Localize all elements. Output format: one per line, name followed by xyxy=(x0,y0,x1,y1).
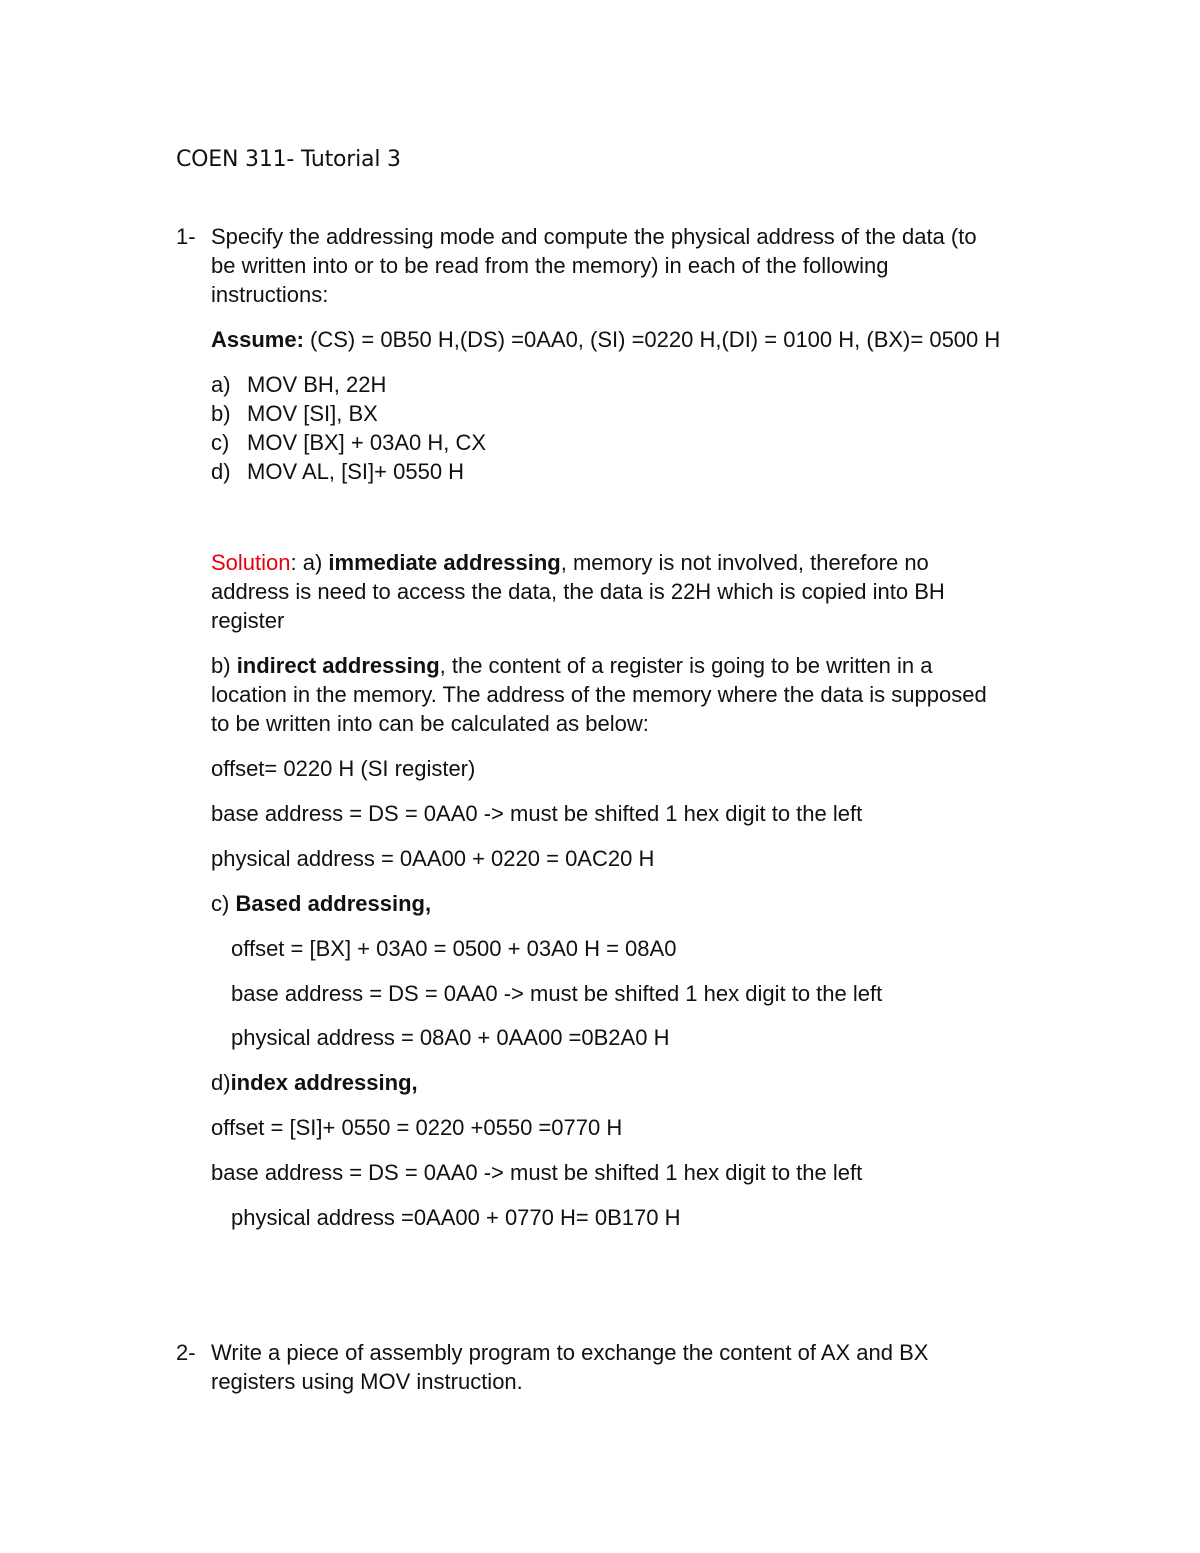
question-1-number: 1- xyxy=(176,224,196,249)
solution-b-offset: offset= 0220 H (SI register) xyxy=(211,756,476,781)
solution-a-line-3: register xyxy=(211,608,285,633)
item-d-text: MOV AL, [SI]+ 0550 H xyxy=(247,459,465,484)
question-1-line-2: be written into or to be read from the memory) in each of the following xyxy=(211,253,889,278)
solution-d-offset: offset = [SI]+ 0550 = 0220 +0550 =0770 H xyxy=(211,1115,623,1140)
solution-a-line-2: address is need to access the data, the data is 22H which is copied into BH xyxy=(211,579,945,604)
document-title: COEN 311- Tutorial 3 xyxy=(176,147,401,172)
solution-c-physical: physical address = 08A0 + 0AA00 =0B2A0 H xyxy=(231,1025,670,1050)
solution-c-heading: c) Based addressing, xyxy=(211,891,432,916)
question-2-line-2: registers using MOV instruction. xyxy=(211,1369,523,1394)
solution-b-base: base address = DS = 0AA0 -> must be shifted 1 hex digit to the left xyxy=(211,801,863,826)
question-2-number: 2- xyxy=(176,1340,196,1365)
question-2-line-1: Write a piece of assembly program to exchange the content of AX and BX xyxy=(211,1340,929,1365)
item-a-label: a) xyxy=(211,372,231,397)
item-b-text: MOV [SI], BX xyxy=(247,401,378,426)
solution-c-base: base address = DS = 0AA0 -> must be shifted 1 hex digit to the left xyxy=(231,981,883,1006)
solution-d-heading: d)index addressing, xyxy=(211,1070,418,1095)
solution-d-base: base address = DS = 0AA0 -> must be shifted 1 hex digit to the left xyxy=(211,1160,863,1185)
assume-line xyxy=(211,326,1000,354)
solution-d-physical: physical address =0AA00 + 0770 H= 0B170 H xyxy=(231,1205,681,1230)
solution-a-mode: immediate addressing xyxy=(328,550,561,575)
solution-b-line-3: to be written into can be calculated as below: xyxy=(211,711,649,736)
item-b-label: b) xyxy=(211,401,231,426)
item-d-label: d) xyxy=(211,459,231,484)
item-c-text: MOV [BX] + 03A0 H, CX xyxy=(247,430,487,455)
question-1-line-1: Specify the addressing mode and compute the physical address of the data (to xyxy=(211,224,977,249)
solution-label: Solution xyxy=(211,550,291,575)
solution-b-physical: physical address = 0AA00 + 0220 = 0AC20 H xyxy=(211,846,655,871)
item-a-text: MOV BH, 22H xyxy=(247,372,387,397)
solution-b-mode: indirect addressing xyxy=(236,653,440,678)
item-c-label: c) xyxy=(211,430,230,455)
solution-c-offset: offset = [BX] + 03A0 = 0500 + 03A0 H = 08A0 xyxy=(231,936,677,961)
solution-c-mode: Based addressing, xyxy=(235,891,432,916)
solution-b-line-1: b) indirect addressing, the content of a register is going to be written in a xyxy=(211,653,933,678)
question-1-line-3: instructions: xyxy=(211,282,329,307)
solution-a-line-1: Solution: a) immediate addressing, memory is not involved, therefore no xyxy=(211,550,929,575)
solution-d-mode: index addressing, xyxy=(230,1070,418,1095)
assume-values: (CS) = 0B50 H,(DS) =0AA0, (SI) =0220 H,(DI) = 0100 H, (BX)= 0500 H xyxy=(303,327,1001,352)
assume-label: Assume: xyxy=(211,327,304,352)
solution-b-line-2: location in the memory. The address of the memory where the data is supposed xyxy=(211,682,987,707)
